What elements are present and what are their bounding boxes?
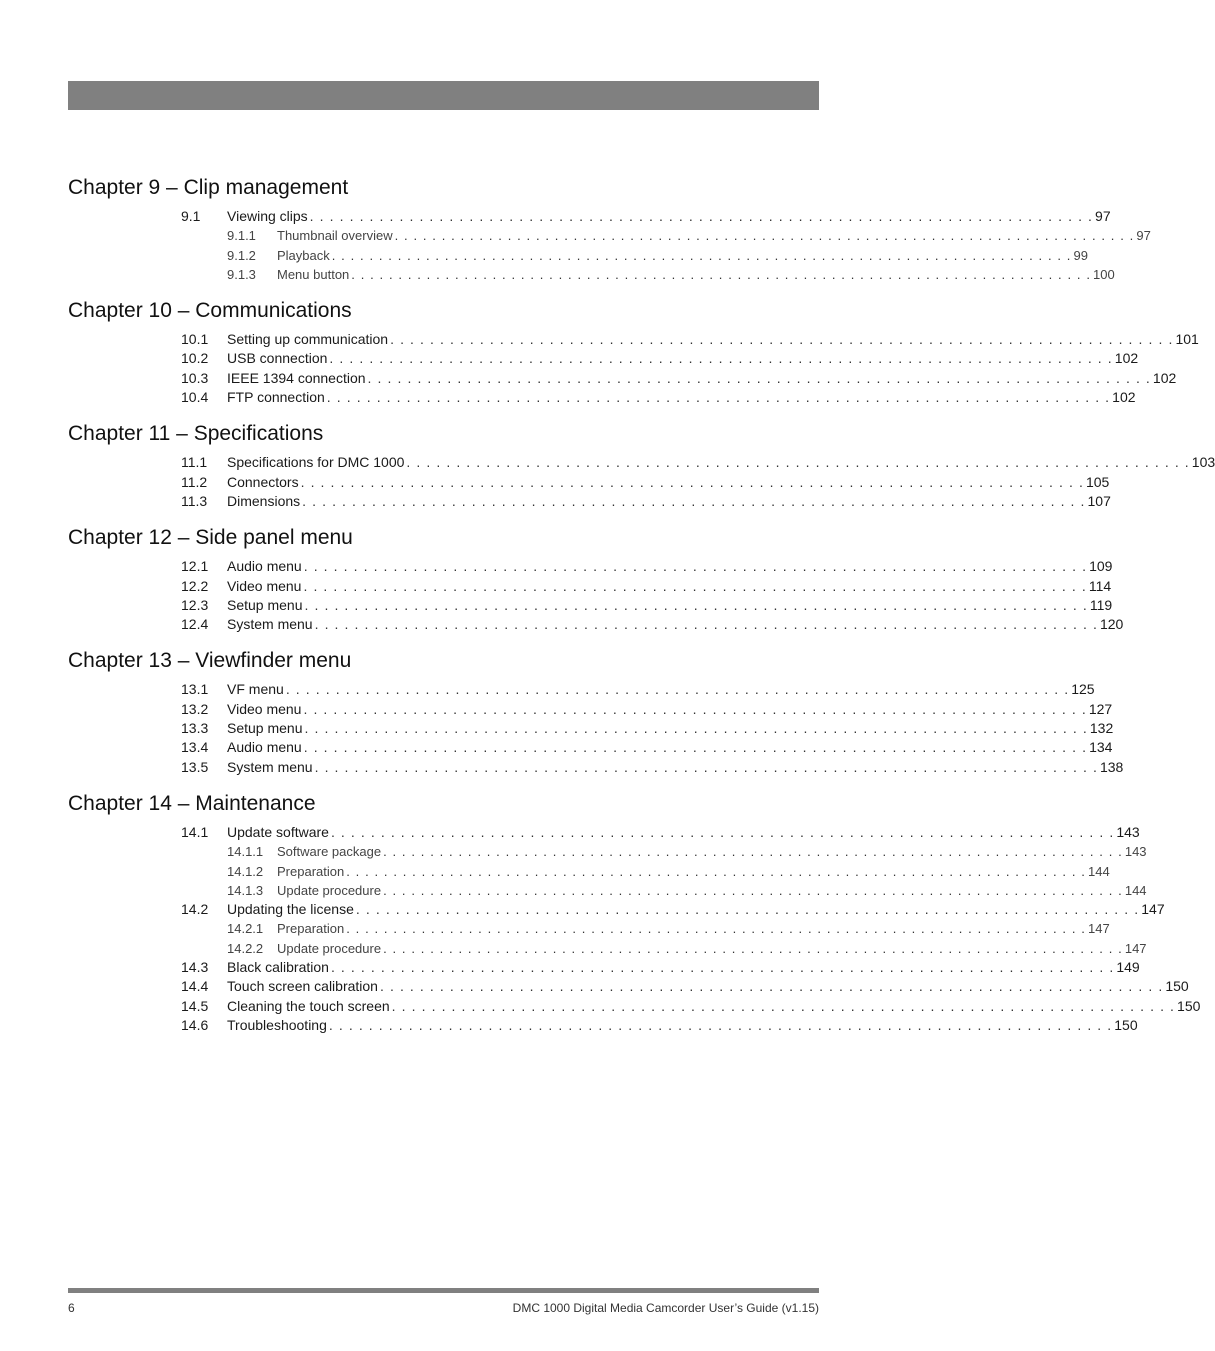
entry-page-number: 107 [1087,492,1111,509]
entry-title: Playback [277,247,330,263]
dot-leader: . . . . . . . . . . . . . . . . . . . . . . . . . . . . . . . . . . . . . . . . . . . . . . . . . . . . . . . . . . . . . . . . . . . . . . . . . . . . . . . [326,389,1111,406]
dot-leader: . . . . . . . . . . . . . . . . . . . . . . . . . . . . . . . . . . . . . . . . . . . . . . . . . . . . . . . . . . . . . . . . . . . . . . . . . . . . . . . [304,596,1088,613]
toc-entry[interactable] [68,738,1113,757]
entry-number: 14.1.2 [227,863,264,879]
entry-title: Preparation [277,921,345,937]
dot-leader: . . . . . . . . . . . . . . . . . . . . . . . . . . . . . . . . . . . . . . . . . . . . . . . . . . . . . . . . . . . . . . . . . . . . . . . . . . . . . . . [346,863,1086,879]
entry-title: Setup menu [227,596,303,613]
entry-number: 14.2.1 [227,921,264,937]
entry-page-number: 138 [1099,758,1124,775]
entry-number: 10.1 [181,331,209,348]
toc-entry[interactable] [68,492,1111,511]
entry-title: Software package [277,844,382,860]
dot-leader: . . . . . . . . . . . . . . . . . . . . . . . . . . . . . . . . . . . . . . . . . . . . . . . . . . . . . . . . . . . . . . . . . . . . . . . . . . . . . . . [302,492,1086,509]
toc-subentry[interactable] [68,919,1110,938]
entry-page-number: 102 [1114,350,1139,367]
entry-number: 12.3 [181,596,209,613]
entry-title: Setup menu [227,720,303,737]
entry-page-number: 114 [1088,577,1112,594]
dot-leader: . . . . . . . . . . . . . . . . . . . . . . . . . . . . . . . . . . . . . . . . . . . . . . . . . . . . . . . . . . . . . . . . . . . . . . . . . . . . . . . [367,369,1151,386]
toc-entry[interactable] [68,207,1111,226]
entry-page-number: 143 [1124,844,1147,860]
chapter-title: Chapter 10 – Communications [68,299,352,323]
entry-page-number: 103 [1191,454,1215,471]
chapter-title: Chapter 11 – Specifications [68,422,324,446]
entry-number: 14.4 [181,978,209,995]
entry-number: 14.5 [181,997,209,1014]
footer-rule [68,1288,819,1293]
chapter-section [68,524,1124,634]
entry-number: 14.1.1 [227,844,264,860]
chapter-section [68,297,1199,407]
entry-number: 11.3 [181,492,208,509]
entry-page-number: 144 [1124,882,1147,898]
chapter-section [68,647,1124,776]
footer-page-number: 6 [68,1301,75,1315]
toc-entry[interactable] [68,557,1113,576]
toc-entry[interactable] [68,349,1139,368]
dot-leader: . . . . . . . . . . . . . . . . . . . . . . . . . . . . . . . . . . . . . . . . . . . . . . . . . . . . . . . . . . . . . . . . . . . . . . . . . . . . . . . [303,558,1088,575]
entry-title: Preparation [277,863,345,879]
dot-leader: . . . . . . . . . . . . . . . . . . . . . . . . . . . . . . . . . . . . . . . . . . . . . . . . . . . . . . . . . . . . . . . . . . . . . . . . . . . . . . . [314,758,1098,775]
dot-leader: . . . . . . . . . . . . . . . . . . . . . . . . . . . . . . . . . . . . . . . . . . . . . . . . . . . . . . . . . . . . . . . . . . . . . . . . . . . . . . . [383,940,1123,956]
entry-page-number: 97 [1095,208,1111,224]
entry-number: 9.1.1 [227,228,256,244]
entry-page-number: 147 [1087,921,1110,937]
entry-title: Connectors [227,473,299,490]
toc-subentry[interactable] [68,939,1147,958]
entry-title: Black calibration [227,959,329,976]
dot-leader: . . . . . . . . . . . . . . . . . . . . . . . . . . . . . . . . . . . . . . . . . . . . . . . . . . . . . . . . . . . . . . . . . . . . . . . . . . . . . . . [379,978,1164,995]
toc-entry[interactable] [68,997,1201,1016]
dot-leader: . . . . . . . . . . . . . . . . . . . . . . . . . . . . . . . . . . . . . . . . . . . . . . . . . . . . . . . . . . . . . . . . . . . . . . . . . . . . . . . [285,681,1070,698]
toc-entry[interactable] [68,680,1095,699]
entry-page-number: 101 [1175,331,1199,348]
toc-subentry[interactable] [68,862,1110,881]
entry-page-number: 109 [1089,558,1113,575]
chapter-title: Chapter 14 – Maintenance [68,791,316,815]
chapter-section [68,790,1201,1035]
chapter-section [68,420,1215,511]
entry-page-number: 125 [1071,681,1095,698]
dot-leader: . . . . . . . . . . . . . . . . . . . . . . . . . . . . . . . . . . . . . . . . . . . . . . . . . . . . . . . . . . . . . . . . . . . . . . . . . . . . . . . [346,921,1086,937]
entry-title: Updating the license [227,901,354,918]
dot-leader: . . . . . . . . . . . . . . . . . . . . . . . . . . . . . . . . . . . . . . . . . . . . . . . . . . . . . . . . . . . . . . . . . . . . . . . . . . . . . . . [300,473,1084,490]
toc-entry[interactable] [68,330,1199,349]
toc-entry[interactable] [68,758,1124,777]
entry-number: 13.5 [181,758,209,775]
entry-title: Thumbnail overview [277,228,393,244]
entry-number: 12.1 [181,558,209,575]
toc-entry[interactable] [68,388,1136,407]
entry-number: 9.1 [181,208,201,224]
entry-title: Dimensions [227,492,301,509]
entry-title: Viewing clips [227,208,308,224]
entry-number: 10.4 [181,389,209,406]
entry-title: USB connection [227,350,328,367]
entry-title: Specifications for DMC 1000 [227,454,405,471]
entry-number: 12.2 [181,577,209,594]
toc-subentry[interactable] [68,842,1147,861]
toc-entry[interactable] [68,615,1124,634]
dot-leader: . . . . . . . . . . . . . . . . . . . . . . . . . . . . . . . . . . . . . . . . . . . . . . . . . . . . . . . . . . . . . . . . . . . . . . . . . . . . . . . [309,208,1094,224]
header-bar [68,81,819,110]
entry-title: Update software [227,823,329,840]
dot-leader: . . . . . . . . . . . . . . . . . . . . . . . . . . . . . . . . . . . . . . . . . . . . . . . . . . . . . . . . . . . . . . . . . . . . . . . . . . . . . . . [330,959,1115,976]
entry-title: Menu button [277,266,350,282]
toc-subentry[interactable] [68,226,1151,245]
entry-number: 9.1.3 [227,266,256,282]
entry-page-number: 102 [1152,369,1177,386]
dot-leader: . . . . . . . . . . . . . . . . . . . . . . . . . . . . . . . . . . . . . . . . . . . . . . . . . . . . . . . . . . . . . . . . . . . . . . . . . . . . . . . [391,997,1176,1014]
dot-leader: . . . . . . . . . . . . . . . . . . . . . . . . . . . . . . . . . . . . . . . . . . . . . . . . . . . . . . . . . . . . . . . . . . . . . . . . . . . . . . . [328,1016,1113,1033]
entry-title: Update procedure [277,882,382,898]
dot-leader: . . . . . . . . . . . . . . . . . . . . . . . . . . . . . . . . . . . . . . . . . . . . . . . . . . . . . . . . . . . . . . . . . . . . . . . . . . . . . . . [390,331,1174,348]
toc-entry[interactable] [68,596,1113,615]
entry-page-number: 102 [1112,389,1136,406]
entry-title: FTP connection [227,389,325,406]
entry-page-number: 119 [1089,596,1113,613]
chapter-title: Chapter 9 – Clip management [68,176,349,199]
table-of-contents [68,174,1215,1048]
entry-page-number: 147 [1141,901,1165,918]
toc-entry[interactable] [68,900,1165,919]
entry-page-number: 100 [1093,266,1115,282]
toc-entry[interactable] [68,700,1113,719]
toc-entry[interactable] [68,369,1177,388]
entry-number: 10.2 [181,350,209,367]
entry-number: 13.1 [181,681,209,698]
toc-entry[interactable] [68,473,1110,492]
entry-title: VF menu [227,681,284,698]
entry-number: 14.2 [181,901,209,918]
entry-number: 10.3 [181,369,209,386]
chapter-title: Chapter 13 – Viewfinder menu [68,649,352,673]
entry-number: 13.2 [181,700,209,717]
dot-leader: . . . . . . . . . . . . . . . . . . . . . . . . . . . . . . . . . . . . . . . . . . . . . . . . . . . . . . . . . . . . . . . . . . . . . . . . . . . . . . . [383,882,1123,898]
entry-page-number: 105 [1085,473,1110,490]
entry-title: System menu [227,616,313,633]
dot-leader: . . . . . . . . . . . . . . . . . . . . . . . . . . . . . . . . . . . . . . . . . . . . . . . . . . . . . . . . . . . . . . . . . . . . . . . . . . . . . . . [355,901,1140,918]
entry-page-number: 150 [1114,1016,1138,1033]
toc-entry[interactable] [68,823,1140,842]
dot-leader: . . . . . . . . . . . . . . . . . . . . . . . . . . . . . . . . . . . . . . . . . . . . . . . . . . . . . . . . . . . . . . . . . . . . . . . . . . . . . . . [314,616,1098,633]
toc-subentry[interactable] [68,881,1147,900]
entry-number: 14.1 [181,823,209,840]
toc-subentry[interactable] [68,246,1088,265]
entry-title: Troubleshooting [227,1016,327,1033]
entry-page-number: 99 [1073,247,1088,263]
dot-leader: . . . . . . . . . . . . . . . . . . . . . . . . . . . . . . . . . . . . . . . . . . . . . . . . . . . . . . . . . . . . . . . . . . . . . . . . . . . . . . . [303,577,1087,594]
entry-title: Cleaning the touch screen [227,997,390,1014]
entry-title: Update procedure [277,940,382,956]
dot-leader: . . . . . . . . . . . . . . . . . . . . . . . . . . . . . . . . . . . . . . . . . . . . . . . . . . . . . . . . . . . . . . . . . . . . . . . . . . . . . . . [330,823,1115,840]
entry-page-number: 120 [1099,616,1124,633]
dot-leader: . . . . . . . . . . . . . . . . . . . . . . . . . . . . . . . . . . . . . . . . . . . . . . . . . . . . . . . . . . . . . . . . . . . . . . . . . . . . . . . [351,266,1092,282]
toc-entry[interactable] [68,977,1189,996]
entry-number: 14.1.3 [227,882,264,898]
toc-entry[interactable] [68,453,1215,472]
toc-entry[interactable] [68,1016,1138,1035]
entry-page-number: 149 [1116,959,1140,976]
toc-entry[interactable] [68,577,1112,596]
entry-page-number: 132 [1089,720,1114,737]
entry-number: 14.2.2 [227,940,264,956]
entry-page-number: 144 [1087,863,1110,879]
dot-leader: . . . . . . . . . . . . . . . . . . . . . . . . . . . . . . . . . . . . . . . . . . . . . . . . . . . . . . . . . . . . . . . . . . . . . . . . . . . . . . . [329,350,1113,367]
footer-document-title: DMC 1000 Digital Media Camcorder User’s Guide (v1.15) [512,1301,819,1315]
entry-page-number: 143 [1116,823,1140,840]
dot-leader: . . . . . . . . . . . . . . . . . . . . . . . . . . . . . . . . . . . . . . . . . . . . . . . . . . . . . . . . . . . . . . . . . . . . . . . . . . . . . . . [383,844,1123,860]
entry-title: Touch screen calibration [227,978,378,995]
entry-title: System menu [227,758,313,775]
entry-page-number: 150 [1165,978,1189,995]
entry-page-number: 150 [1177,997,1201,1014]
toc-entry[interactable] [68,719,1114,738]
dot-leader: . . . . . . . . . . . . . . . . . . . . . . . . . . . . . . . . . . . . . . . . . . . . . . . . . . . . . . . . . . . . . . . . . . . . . . . . . . . . . . . [406,454,1190,471]
entry-title: Setting up communication [227,331,389,348]
entry-title: Audio menu [227,739,302,756]
entry-number: 12.4 [181,616,209,633]
entry-number: 13.3 [181,720,209,737]
entry-title: IEEE 1394 connection [227,369,366,386]
entry-number: 11.2 [181,473,208,490]
entry-number: 9.1.2 [227,247,256,263]
entry-number: 11.1 [181,454,208,471]
entry-title: Video menu [227,700,302,717]
entry-page-number: 127 [1088,700,1113,717]
entry-title: Video menu [227,577,302,594]
entry-number: 14.3 [181,959,209,976]
entry-page-number: 97 [1136,228,1151,244]
dot-leader: . . . . . . . . . . . . . . . . . . . . . . . . . . . . . . . . . . . . . . . . . . . . . . . . . . . . . . . . . . . . . . . . . . . . . . . . . . . . . . . [331,247,1072,263]
entry-number: 14.6 [181,1016,209,1033]
dot-leader: . . . . . . . . . . . . . . . . . . . . . . . . . . . . . . . . . . . . . . . . . . . . . . . . . . . . . . . . . . . . . . . . . . . . . . . . . . . . . . . [304,720,1088,737]
entry-number: 13.4 [181,739,209,756]
chapter-section [68,174,1151,284]
dot-leader: . . . . . . . . . . . . . . . . . . . . . . . . . . . . . . . . . . . . . . . . . . . . . . . . . . . . . . . . . . . . . . . . . . . . . . . . . . . . . . . [303,739,1088,756]
entry-page-number: 134 [1089,739,1113,756]
entry-page-number: 147 [1124,940,1147,956]
chapter-title: Chapter 12 – Side panel menu [68,526,353,550]
entry-title: Audio menu [227,558,302,575]
dot-leader: . . . . . . . . . . . . . . . . . . . . . . . . . . . . . . . . . . . . . . . . . . . . . . . . . . . . . . . . . . . . . . . . . . . . . . . . . . . . . . . [394,228,1135,244]
toc-subentry[interactable] [68,265,1115,284]
dot-leader: . . . . . . . . . . . . . . . . . . . . . . . . . . . . . . . . . . . . . . . . . . . . . . . . . . . . . . . . . . . . . . . . . . . . . . . . . . . . . . . [303,700,1087,717]
toc-entry[interactable] [68,958,1140,977]
